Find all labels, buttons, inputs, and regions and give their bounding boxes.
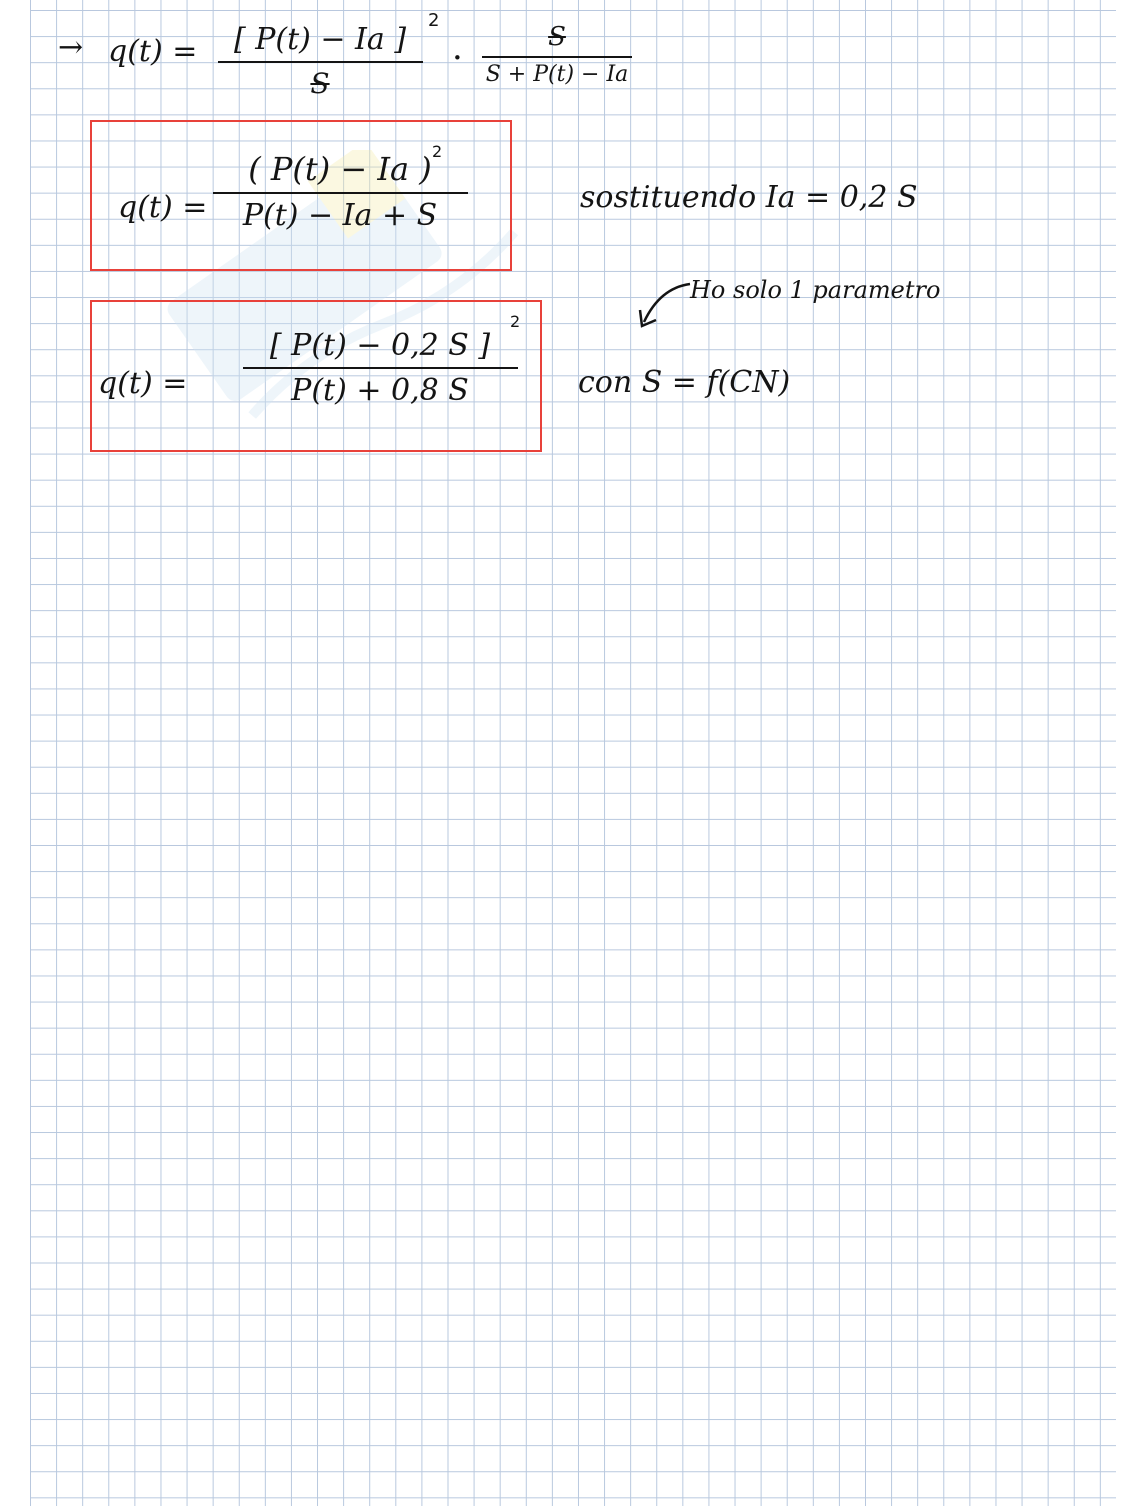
line1-fraction-2: [462, 22, 652, 87]
line1-lhs: q(t) =: [108, 34, 198, 69]
multiplication-dot: ·: [452, 38, 463, 78]
box2-fraction: [230, 328, 530, 408]
right-margin: [1116, 0, 1148, 1506]
line1-frac2-denominator: S + P(t) − Ia: [485, 62, 629, 87]
box2-lhs: q(t) =: [98, 366, 188, 401]
box1-fraction: [210, 150, 470, 233]
implies-arrow: →: [58, 30, 84, 65]
box1-denominator: P(t) − Ia + S: [242, 198, 438, 233]
line1-exponent: 2: [428, 10, 440, 31]
line1-frac2-numerator: S: [548, 22, 566, 52]
line1-frac1-denominator: S: [310, 67, 330, 100]
box1-lhs: q(t) =: [118, 190, 208, 225]
fraction-bar: [243, 367, 518, 369]
line1-frac1-numerator: [ P(t) − Ia ]: [233, 22, 407, 57]
fraction-bar: [482, 56, 632, 58]
fraction-bar: [213, 192, 468, 194]
box2-exponent: 2: [510, 312, 521, 331]
left-margin: [0, 0, 30, 1506]
fraction-bar: [218, 61, 423, 63]
box2-numerator: [ P(t) − 0,2 S ]: [269, 328, 491, 363]
box1-numerator: ( P(t) − Ia ): [248, 150, 432, 188]
box2-denominator: P(t) + 0,8 S: [291, 373, 469, 408]
note-con-s-cn: con S = f(CN): [578, 365, 791, 400]
line1-fraction-1: [215, 22, 425, 100]
note-one-parameter: Ho solo 1 parametro: [690, 276, 941, 304]
note-substitution: sostituendo Ia = 0,2 S: [580, 180, 918, 215]
box1-exponent: 2: [432, 142, 443, 161]
